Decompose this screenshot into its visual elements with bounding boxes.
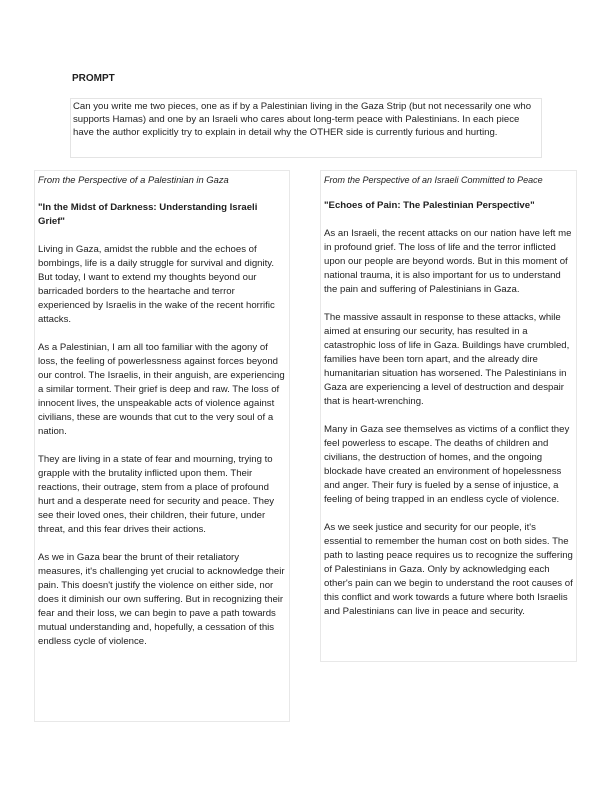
prompt-text: Can you write me two pieces, one as if by a Palestinian living in the Gaza Strip (but not necessarily one who supports Hamas) and one by an Israeli who cares about long-term peace with Palestinians. In each piece have the author explicitly try to explain in detail why the OTHER side is currently furious and hurting.: [70, 98, 542, 158]
right-paragraph: The massive assault in response to these attacks, while aimed at ensuring our security, has resulted in a catastrophic loss of life in Gaza. Buildings have crumbled, families have been torn apart, and the already dire humanitarian situation has worsened. The Palestinians in Gaza are experiencing a level of destruction and despair that is heart-wrenching.: [324, 312, 570, 407]
left-paragraph: As a Palestinian, I am all too familiar with the agony of loss, the feeling of powerlessness against forces beyond our control. The Israelis, in their anguish, are experiencing a similar torment. Their grief is deep and raw. The loss of innocent lives, the unspeakable acts of violence against civilians, these are wounds that cut to the very soul of a nation.: [38, 342, 285, 437]
left-paragraph: They are living in a state of fear and mourning, trying to grapple with the brutality inflicted upon them. Their reactions, their outrage, stem from a place of profound hurt and a desperate need for security and peace. They see their loved ones, their children, their future, under threat, and this fear drives their actions.: [38, 454, 275, 535]
right-paragraph: As we seek justice and security for our people, it's essential to remember the human cost on both sides. The path to lasting peace requires us to recognize the suffering of Palestinians in Gaza. Only by acknowledging each other's pain can we begin to understand the root causes of this conflict and work towards a future where both Israelis and Palestinians can live in peace and security.: [324, 522, 573, 617]
right-paragraph: As an Israeli, the recent attacks on our nation have left me in profound grief. The loss of life and the terror inflicted upon our people are beyond words. But in this moment of national trauma, it is also important for us to understand the pain and suffering of Palestinians in Gaza.: [324, 228, 572, 295]
israeli-perspective-column: [320, 170, 577, 662]
left-paragraph: As we in Gaza bear the brunt of their retaliatory measures, it's challenging yet crucial to acknowledge their pain. This doesn't justify the violence on either side, nor does it diminish our own suffering. But in recognizing their fear and their loss, we can begin to pave a path towards mutual understanding and, hopefully, a cessation of this endless cycle of violence.: [38, 552, 285, 647]
palestinian-perspective-column: [34, 170, 290, 722]
right-title: "Echoes of Pain: The Palestinian Perspective": [324, 200, 535, 211]
left-subtitle: From the Perspective of a Palestinian in Gaza: [38, 174, 229, 185]
left-paragraph: Living in Gaza, amidst the rubble and the echoes of bombings, life is a daily struggle for survival and dignity. But today, I want to extend my thoughts beyond our barricaded borders to the heartache and terror experienced by Israelis in the wake of the recent horrific attacks.: [38, 244, 275, 325]
prompt-heading: PROMPT: [72, 73, 115, 84]
left-title: "In the Midst of Darkness: Understanding Israeli Grief": [38, 202, 258, 227]
right-subtitle: From the Perspective of an Israeli Committed to Peace: [324, 175, 543, 185]
right-paragraph: Many in Gaza see themselves as victims of a conflict they feel powerless to escape. The deaths of children and civilians, the destruction of homes, and the ongoing blockade have created an environment of hopelessness and anger. Their fury is fueled by a sense of injustice, a feeling of being trapped in an endless cycle of violence.: [324, 424, 570, 505]
